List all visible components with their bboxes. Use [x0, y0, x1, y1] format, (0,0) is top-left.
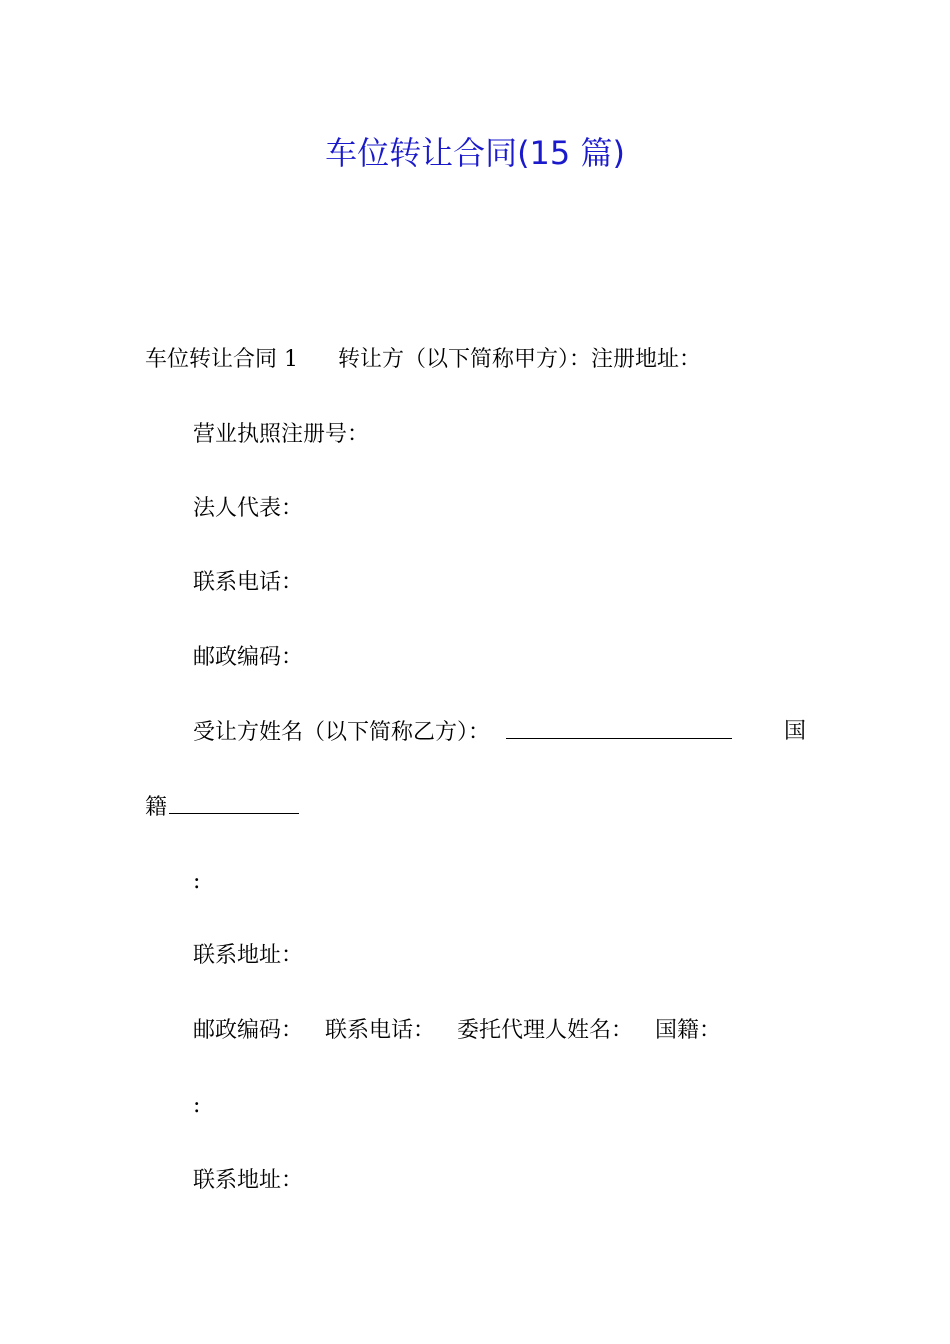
colon-line-2: :: [193, 1093, 201, 1118]
postcode-label-2: 邮政编码：: [193, 1018, 304, 1043]
document-title: 车位转让合同(15 篇): [325, 134, 625, 172]
phone-label-1: 联系电话：: [193, 570, 304, 595]
line-agent-info: [193, 1015, 721, 1047]
phone-label-2: 联系电话：: [325, 1018, 436, 1043]
line-nationality: [145, 791, 299, 824]
nationality-blank[interactable]: [169, 791, 299, 814]
address-label-1: 联系地址：: [193, 943, 304, 968]
assignee-label: 受让方姓名（以下简称乙方）：: [193, 720, 491, 745]
line-contract-heading: [145, 344, 701, 376]
agent-name-label: 委托代理人姓名：: [457, 1018, 634, 1043]
nationality-char-ji: 籍: [145, 795, 168, 820]
address-label-2: 联系地址：: [193, 1168, 304, 1193]
legal-representative-label: 法人代表：: [193, 496, 304, 521]
business-license-label: 营业执照注册号：: [193, 422, 370, 447]
agent-nationality-label: 国籍：: [655, 1018, 722, 1043]
assignee-name-blank[interactable]: [506, 716, 732, 739]
contract-number-label: 车位转让合同 1: [145, 347, 298, 372]
line-assignee: [193, 716, 732, 749]
colon-line-1: :: [193, 869, 201, 894]
nationality-char-guo: 国: [784, 719, 807, 744]
postcode-label-1: 邮政编码：: [193, 645, 304, 670]
transferor-label: 转让方（以下简称甲方）：注册地址：: [338, 347, 702, 372]
